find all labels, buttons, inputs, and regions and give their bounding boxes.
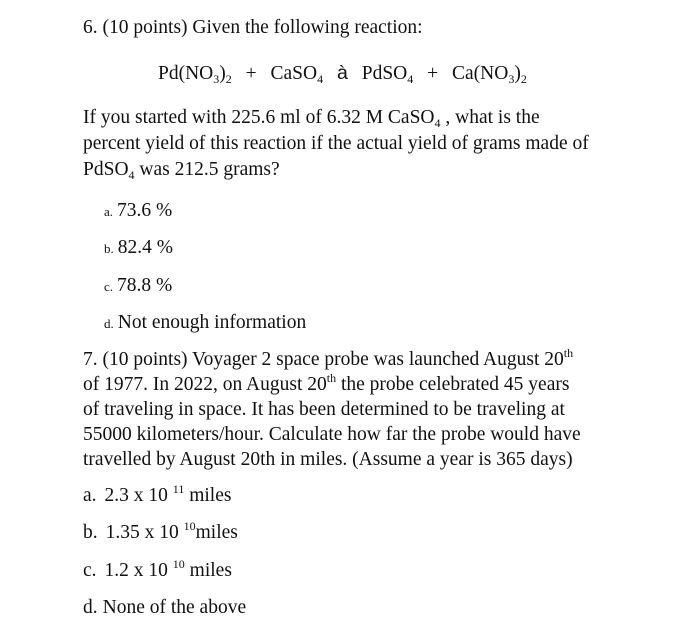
option-unit: miles (195, 522, 238, 543)
product-ca-nitrate: $Ca(NO_3)_2$ (452, 63, 527, 86)
option-base: 1.35 x 10 (105, 522, 184, 543)
option-unit: miles (184, 485, 232, 506)
q7-option-d[interactable] (83, 596, 246, 620)
option-unit: miles (184, 560, 232, 581)
option-exponent: 10 (172, 557, 185, 571)
option-text: 82.4 % (117, 237, 173, 258)
plus-sign: + (245, 63, 257, 84)
product-pdso4: PdSO$_4$ (361, 63, 414, 86)
q7-option-b[interactable] (83, 521, 238, 545)
q6-body-line-3: PdSO$_4$ was 212.5 grams? (83, 159, 280, 182)
q6-reaction-equation (158, 61, 527, 86)
option-letter: d. (83, 597, 98, 618)
option-exponent: 11 (172, 482, 185, 496)
q7-line-4: 55000 kilometers/hour. Calculate how far the probe would have (83, 424, 581, 445)
option-text: 78.8 % (117, 275, 173, 296)
option-letter: d. (104, 316, 114, 331)
q7-option-c[interactable] (83, 559, 232, 583)
q7-line-1: 7. (10 points) Voyager 2 space probe was launched August 20th (83, 346, 574, 370)
q6-option-b[interactable] (104, 236, 173, 261)
reactant-pd-nitrate: $Pd(NO_3)_2$ (158, 63, 232, 86)
option-text: Not enough information (117, 312, 307, 333)
option-text: 73.6 % (117, 200, 173, 221)
q6-option-c[interactable] (104, 274, 172, 299)
q7-line-2: of 1977. In 2022, on August 20th the probe celebrated 45 years (83, 371, 570, 395)
option-letter: c. (83, 560, 97, 581)
option-exponent: 10 (183, 519, 196, 533)
q6-option-d[interactable] (104, 311, 306, 336)
option-letter: c. (104, 279, 114, 294)
option-text: None of the above (102, 597, 247, 618)
q7-line-3: of traveling in space. It has been determined to be traveling at (83, 399, 565, 420)
q7-line-5: travelled by August 20th in miles. (Assume a year is 365 days) (83, 449, 573, 470)
q7-option-a[interactable] (83, 484, 231, 508)
plus-sign: + (427, 63, 439, 84)
reactant-caso4: CaSO$_4$ (270, 63, 324, 86)
option-letter: a. (104, 204, 114, 219)
q6-body-line-1: If you started with 225.6 ml of 6.32 M CaSO$_4$ , what is the (83, 107, 540, 130)
option-letter: b. (83, 522, 98, 543)
option-base: 2.3 x 10 (104, 485, 173, 506)
q6-option-a[interactable] (104, 199, 172, 224)
q6-body-line-2: percent yield of this reaction if the actual yield of grams made of (83, 133, 589, 154)
q6-header: 6. (10 points) Given the following reaction: (83, 17, 423, 38)
option-letter: b. (104, 241, 114, 256)
reaction-arrow: à (336, 62, 348, 84)
option-base: 1.2 x 10 (104, 560, 173, 581)
option-letter: a. (83, 485, 97, 506)
